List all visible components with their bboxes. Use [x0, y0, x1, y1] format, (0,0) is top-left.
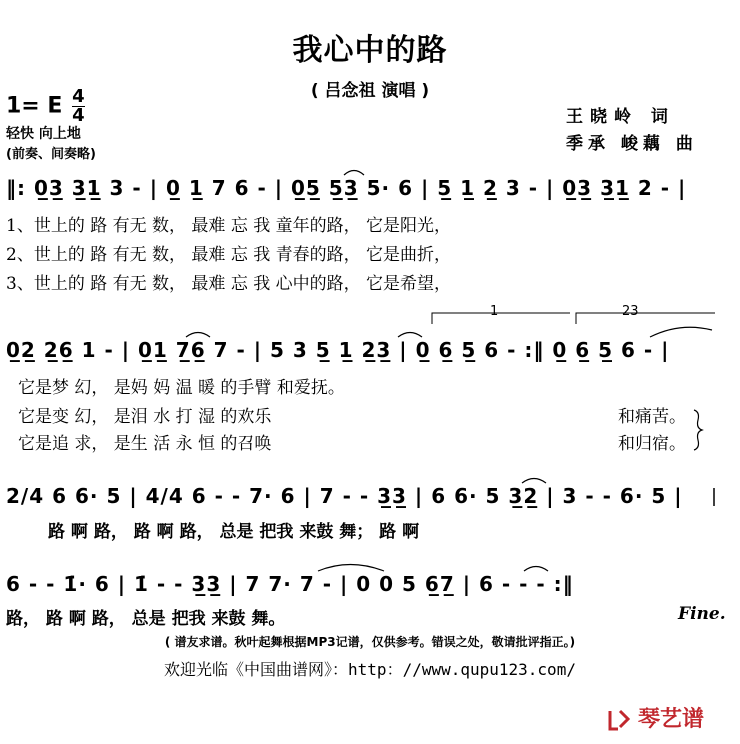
fine-marking: Fine.: [678, 604, 726, 624]
key-label: 1= E: [6, 93, 63, 119]
lyricist-credit: 王晓岭 词: [566, 107, 675, 127]
lyric-line-2-verse-3: 它是追 求， 是生 活 永 恒 的召唤: [18, 434, 272, 454]
transcription-note: ( 谱友求谱。秋叶起舞根据MP3记谱，仅供参考。错误之处，敬请批评指正。): [164, 635, 576, 649]
song-title: 我心中的路: [292, 33, 448, 68]
notation-line-2: 0̲2̲ 2̲6̲ 1 - | 0̲1̲ 7̲6̲ 7 - | 5 3 5̲ 1̲ 2̲3̲ | 0̲ 6̲ 5̲ 6 - :‖ 0̲ 6̲ 5̲ 6 - |: [6, 338, 670, 362]
notation-line-1: ‖: 0̲3̲ 3̲1̲ 3 - | 0̲ 1̲ 7 6 - | 0̲5̲ 5̲3̲ 5· 6 | 5̲ 1̲ 2̲ 3 - | 0̲3̲ 3̲1̲ 2 - |: [6, 176, 687, 200]
lyric-line-3: 路 啊 路， 路 啊 路， 总是 把我 来鼓 舞； 路 啊: [48, 522, 420, 542]
tempo-marking: 轻快 向上地: [6, 126, 81, 142]
notation-line-3: 2/4 6 6· 5 | 4/4 6 - - 7· 6 | 7 - - 3̲3̲ | 6 6· 5 3̲2̲ | 3 - - 6· 5 |: [6, 484, 683, 508]
first-ending-label: 1: [490, 304, 499, 319]
lyric-line-4: 路， 路 啊 路， 总是 把我 来鼓 舞。: [6, 609, 286, 629]
time-top: 4: [72, 86, 85, 107]
lyric-line-2-verse-3-end: 和归宿。: [618, 434, 686, 454]
notation-line-4: 6 - - 1̇· 6 | 1̇ - - 3̲3̲ | 7 7· 7 - | 0 0 5 6̲7̲ | 6 - - - :‖: [6, 572, 574, 596]
composer-credit: 季承 峻藕 曲: [566, 134, 698, 154]
lyric-line-1-verse-2: 2、世上的 路 有无 数， 最难 忘 我 青春的路， 它是曲折，: [6, 245, 452, 265]
second-ending-label: 23: [622, 304, 639, 319]
singer-credit: ( 吕念祖 演唱 ): [310, 81, 430, 101]
lyric-line-2-verse-2: 它是变 幻， 是泪 水 打 湿 的欢乐: [18, 407, 272, 427]
lyric-line-2-verse-2-end: 和痛苦。: [618, 407, 686, 427]
lyric-line-1-verse-3: 3、世上的 路 有无 数， 最难 忘 我 心中的路， 它是希望，: [6, 274, 452, 294]
website-welcome: 欢迎光临《中国曲谱网》：http：//www.qupu123.com/: [164, 660, 576, 679]
lyric-line-1-verse-1: 1、世上的 路 有无 数， 最难 忘 我 童年的路， 它是阳光，: [6, 216, 452, 236]
lyric-line-2-verse-1: 它是梦 幻， 是妈 妈 温 暖 的手臂 和爱抚。: [18, 378, 345, 398]
time-bottom: 4: [72, 105, 85, 126]
prelude-note: (前奏、间奏略): [6, 147, 96, 162]
logo-text: 琴艺谱: [638, 707, 705, 732]
